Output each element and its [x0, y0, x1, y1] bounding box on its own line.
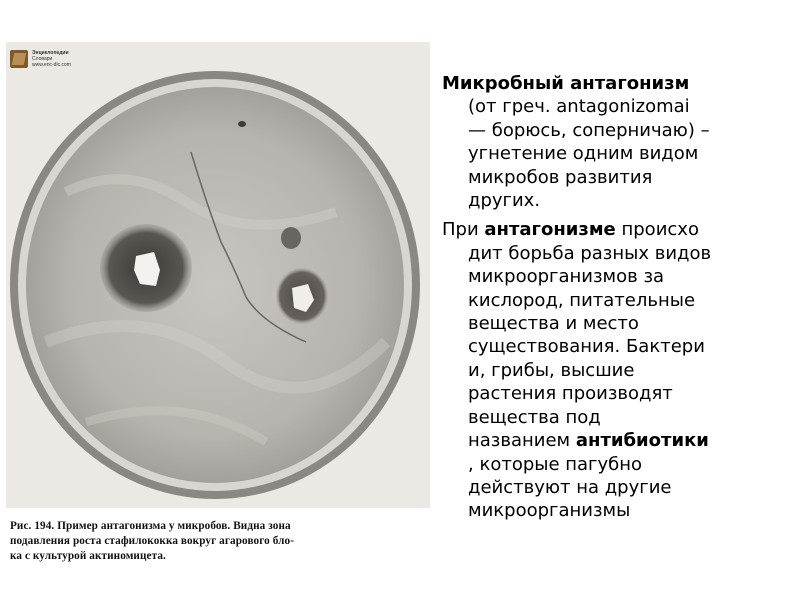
term-bold: Микробный антагонизм — [442, 73, 690, 94]
definition-paragraph: Микробный антагонизм (от греч. antagonizomai — борюсь, соперничаю) – угнетение одним видом микробов развития других. — [442, 73, 710, 212]
site-watermark — [10, 46, 96, 72]
caption-line: ка с культурой актиномицета. — [10, 550, 166, 562]
book-icon — [10, 50, 28, 68]
caption-line: Рис. 194. Пример антагонизма у микробов. Видна зона — [10, 520, 291, 532]
figure — [0, 36, 432, 562]
figure-caption — [10, 519, 430, 564]
slide-text — [442, 72, 794, 529]
caption-line: подавления роста стафилококка вокруг агарового бло- — [10, 535, 295, 547]
term-bold: антибиотики — [575, 430, 709, 452]
petri-dish-photo — [6, 42, 430, 508]
watermark-text: Энциклопедии Словари www.enc-dic.com — [32, 50, 71, 68]
term-bold: антагонизме — [484, 219, 616, 241]
explanation-paragraph: При антагонизме происхо дит борьба разных видов микроорганизмов за кислород, питательные вещества и место существования. Бактери и, грибы, высшие растения производят вещества под названием антибиотики , которые пагубно действуют на другие микроорганизмы — [442, 219, 712, 522]
petri-dish-image — [6, 42, 430, 508]
